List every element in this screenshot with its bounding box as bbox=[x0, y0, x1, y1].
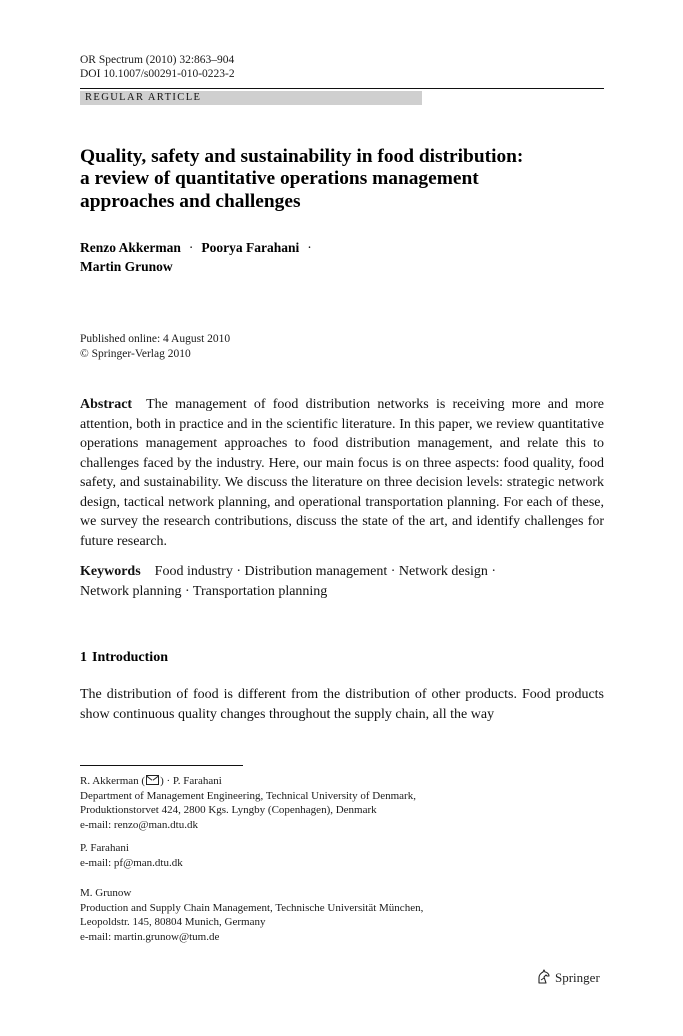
footnote-name-akkerman: R. Akkerman ( bbox=[80, 775, 146, 787]
footnote-name: M. Grunow bbox=[80, 887, 132, 899]
title-line-2: a review of quantitative operations management bbox=[80, 168, 479, 190]
author-list bbox=[80, 238, 320, 276]
section-number: 1 bbox=[80, 650, 87, 665]
publisher-name: Springer bbox=[555, 970, 600, 985]
author-grunow[interactable]: Martin Grunow bbox=[80, 259, 173, 274]
footnote-email-farahani[interactable]: e-mail: pf@man.dtu.dk bbox=[80, 856, 183, 869]
intro-paragraph: The distribution of food is different from the distribution of other products. Food products show continuous quality changes throughout the supply chain, all the way bbox=[80, 687, 604, 722]
author-farahani[interactable]: Poorya Farahani bbox=[201, 240, 300, 255]
envelope-icon[interactable] bbox=[146, 775, 159, 785]
section-heading bbox=[80, 648, 168, 667]
footnote-affiliation-3 bbox=[80, 886, 423, 944]
title-line-3: approaches and challenges bbox=[80, 190, 301, 212]
footnote-names bbox=[80, 774, 416, 789]
section-title: Introduction bbox=[92, 650, 168, 665]
publication-info bbox=[80, 332, 230, 362]
published-date: Published online: 4 August 2010 bbox=[80, 333, 231, 345]
footnote-name: P. Farahani bbox=[80, 842, 129, 854]
footnote-email-grunow[interactable]: e-mail: martin.grunow@tum.de bbox=[80, 930, 220, 943]
copyright: © Springer-Verlag 2010 bbox=[80, 348, 191, 360]
author-separator: · bbox=[188, 240, 194, 255]
abstract-label: Abstract bbox=[80, 397, 133, 412]
footnote-rule bbox=[80, 765, 243, 766]
title-line-1: Quality, safety and sustainability in food distribution: bbox=[80, 146, 524, 167]
keywords-line-1: Food industry · Distribution management · Network design · bbox=[154, 564, 497, 579]
keywords-label: Keywords bbox=[80, 564, 141, 579]
paper-title bbox=[80, 146, 600, 213]
keywords-line-2: Network planning · Transportation planning bbox=[80, 583, 328, 599]
footnote-affiliation-1 bbox=[80, 774, 416, 832]
author-separator: · bbox=[307, 240, 312, 255]
footnote-affil-line-1: Department of Management Engineering, Technical University of Denmark, bbox=[80, 789, 416, 802]
footnote-name-farahani: ) · P. Farahani bbox=[160, 775, 222, 787]
author-akkerman[interactable]: Renzo Akkerman bbox=[80, 240, 181, 255]
publisher-logo[interactable] bbox=[536, 969, 600, 987]
footnote-affil-line-1: Production and Supply Chain Management, Technische Universität München, bbox=[80, 901, 424, 914]
article-type: REGULAR ARTICLE bbox=[85, 92, 202, 103]
springer-horse-icon bbox=[536, 969, 552, 985]
footnote-affiliation-2 bbox=[80, 841, 183, 870]
footnote-email-akkerman[interactable]: e-mail: renzo@man.dtu.dk bbox=[80, 818, 198, 831]
keywords bbox=[80, 562, 604, 601]
footnote-affil-line-2: Produktionstorvet 424, 2800 Kgs. Lyngby (Copenhagen), Denmark bbox=[80, 804, 377, 816]
abstract bbox=[80, 395, 604, 551]
doi[interactable]: DOI 10.1007/s00291-010-0223-2 bbox=[80, 68, 235, 80]
header-rule bbox=[80, 88, 604, 89]
journal-citation: OR Spectrum (2010) 32:863–904 bbox=[80, 54, 235, 66]
footnote-affil-line-2: Leopoldstr. 145, 80804 Munich, Germany bbox=[80, 916, 266, 928]
abstract-text: The management of food distribution networks is receiving more and more attention, both in practice and in the scientific literature. In this paper, we review quantitative operations management approaches to food distribution management, and relate this to challenges faced by the industry. Here, our main focus is on three aspects: food quality, food safety, and sustainability. We discuss the literature on three decision levels: strategic network design, tactical network planning, and operational transportation planning. For each of these, we survey the research contributions, discuss the state of the art, and identify challenges for future research. bbox=[80, 397, 604, 549]
